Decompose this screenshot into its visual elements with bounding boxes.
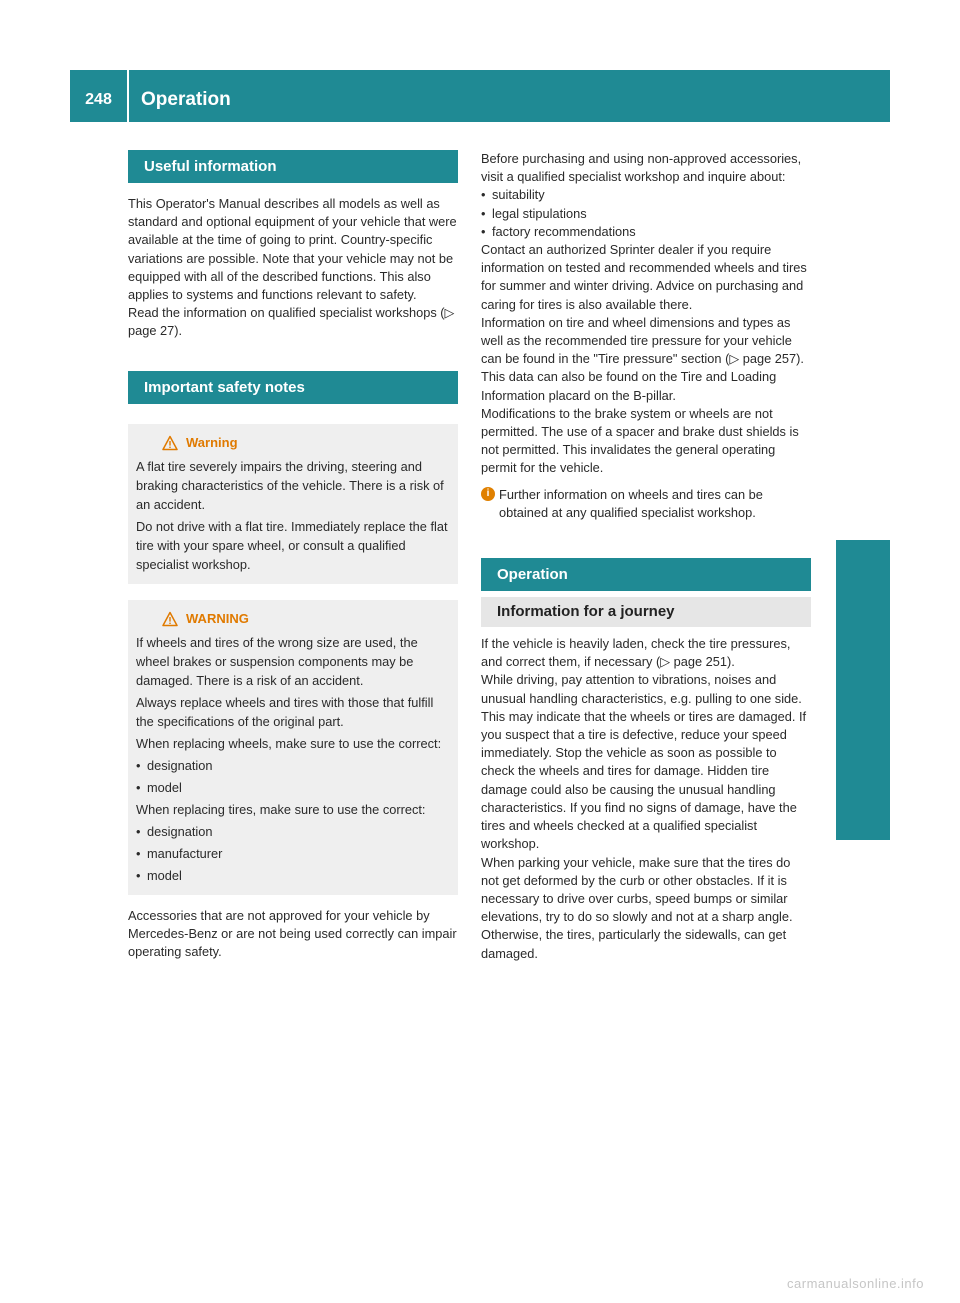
warning-text-1: If wheels and tires of the wrong size are used, the wheel brakes or suspension components may be damaged. There is a risk of an accident. bbox=[136, 634, 418, 688]
warning-box-wrong-size bbox=[128, 600, 458, 895]
info-note-text: Further information on wheels and tires can be obtained at any qualified specialist workshop. bbox=[499, 486, 763, 520]
useful-paragraph-2: Read the information on qualified specialist workshops (▷ page 27). bbox=[128, 305, 455, 339]
warning-header bbox=[136, 432, 450, 454]
placard-paragraph: This data can also be found on the Tire and Loading Information placard on the B-pillar. bbox=[481, 369, 777, 403]
header-divider bbox=[127, 70, 129, 122]
modifications-paragraph: Modifications to the brake system or wheels are not permitted. The use of a spacer and brake dust shields is not permitted. This invalidates the general operating permit for the vehicle. bbox=[481, 405, 799, 476]
right-column bbox=[481, 150, 811, 963]
left-column bbox=[128, 150, 458, 961]
laden-paragraph: If the vehicle is heavily laden, check the tire pressures, and correct them, if necessary (▷ page 251). bbox=[481, 636, 791, 670]
page-number: 248 bbox=[85, 91, 112, 108]
list-item: • designation bbox=[136, 756, 450, 775]
warning-text-2: Do not drive with a flat tire. Immediately replace the flat tire with your spare wheel, or consult a qualified specialist workshop. bbox=[136, 518, 448, 572]
accessories-inquiry-paragraph: Before purchasing and using non-approved accessories, visit a qualified specialist workshop and inquire about: bbox=[481, 151, 802, 185]
warning-triangle-icon bbox=[162, 435, 178, 451]
list-item: • legal stipulations bbox=[481, 205, 811, 223]
accessories-paragraph: Accessories that are not approved for your vehicle by Mercedes-Benz or are not being used correctly can impair operating safety. bbox=[128, 907, 457, 960]
driving-paragraph: While driving, pay attention to vibrations, noises and unusual handling characteristics, e.g. pulling to one side. This may indicate that the wheels or tires are damaged. If you suspect that a tire is defective, reduce your speed immediately. Stop the vehicle as soon as possible to check the wheels and tires for damage. Hidden tire damage could also be causing the unusual handling characteristics. If you find no signs of damage, have the tires and wheels checked at a qualified specialist workshop. bbox=[481, 672, 807, 852]
useful-paragraph-1: This Operator's Manual describes all models as well as standard and optional equipment of your vehicle that were available at the time of going to print. Country-specific variations are possible. Note that your vehicle may not be equipped with all of the described functions. This also applies to systems and functions relevant to safety. bbox=[128, 196, 457, 303]
chapter-tab-label: Wheels and tires bbox=[24, 596, 44, 740]
subsection-information-for-a-journey: Information for a journey bbox=[481, 597, 811, 627]
dealer-paragraph: Contact an authorized Sprinter dealer if you require information on tested and recommended wheels and tires for summer and winter driving. Advice on purchasing and caring for tires is also available there. bbox=[481, 242, 807, 312]
warning-text-4: When replacing tires, make sure to use the correct: bbox=[136, 801, 426, 817]
warning-header bbox=[136, 608, 450, 630]
list-item: • manufacturer bbox=[136, 844, 450, 863]
page-title: Operation bbox=[141, 89, 231, 110]
warning-text-2: Always replace wheels and tires with those that fulfill the specifications of the original part. bbox=[136, 694, 434, 729]
section-useful-information: Useful information bbox=[128, 150, 458, 183]
header-bar bbox=[70, 70, 890, 122]
warning-text-1: A flat tire severely impairs the driving, steering and braking characteristics of the vehicle. There is a risk of an accident. bbox=[136, 458, 444, 512]
section-important-safety-notes: Important safety notes bbox=[128, 371, 458, 404]
list-item: • factory recommendations bbox=[481, 223, 811, 241]
section-operation: Operation bbox=[481, 558, 811, 591]
chapter-tab bbox=[836, 540, 890, 840]
warning-text-3: When replacing wheels, make sure to use the correct: bbox=[136, 735, 442, 751]
info-note bbox=[481, 486, 811, 522]
list-item: • suitability bbox=[481, 186, 811, 204]
footer-watermark: carmanualsonline.info bbox=[787, 1276, 924, 1291]
warning-label: Warning bbox=[186, 434, 238, 450]
warning-box-flat-tire bbox=[128, 424, 458, 584]
info-icon: i bbox=[481, 487, 495, 501]
list-item: • model bbox=[136, 866, 450, 885]
warning-label: WARNING bbox=[186, 610, 249, 626]
warning-triangle-icon bbox=[162, 611, 178, 627]
tire-dimensions-paragraph: Information on tire and wheel dimensions and types as well as the recommended tire pressure for your vehicle can be found in the "Tire pressure" section (▷ page 257). bbox=[481, 314, 804, 367]
list-item: • designation bbox=[136, 822, 450, 841]
list-item: • model bbox=[136, 778, 450, 797]
parking-paragraph: When parking your vehicle, make sure that the tires do not get deformed by the curb or other obstacles. If it is necessary to drive over curbs, speed bumps or similar elevations, try to do so slowly and not at a sharp angle. Otherwise, the tires, particularly the sidewalls, can get damaged. bbox=[481, 854, 793, 961]
